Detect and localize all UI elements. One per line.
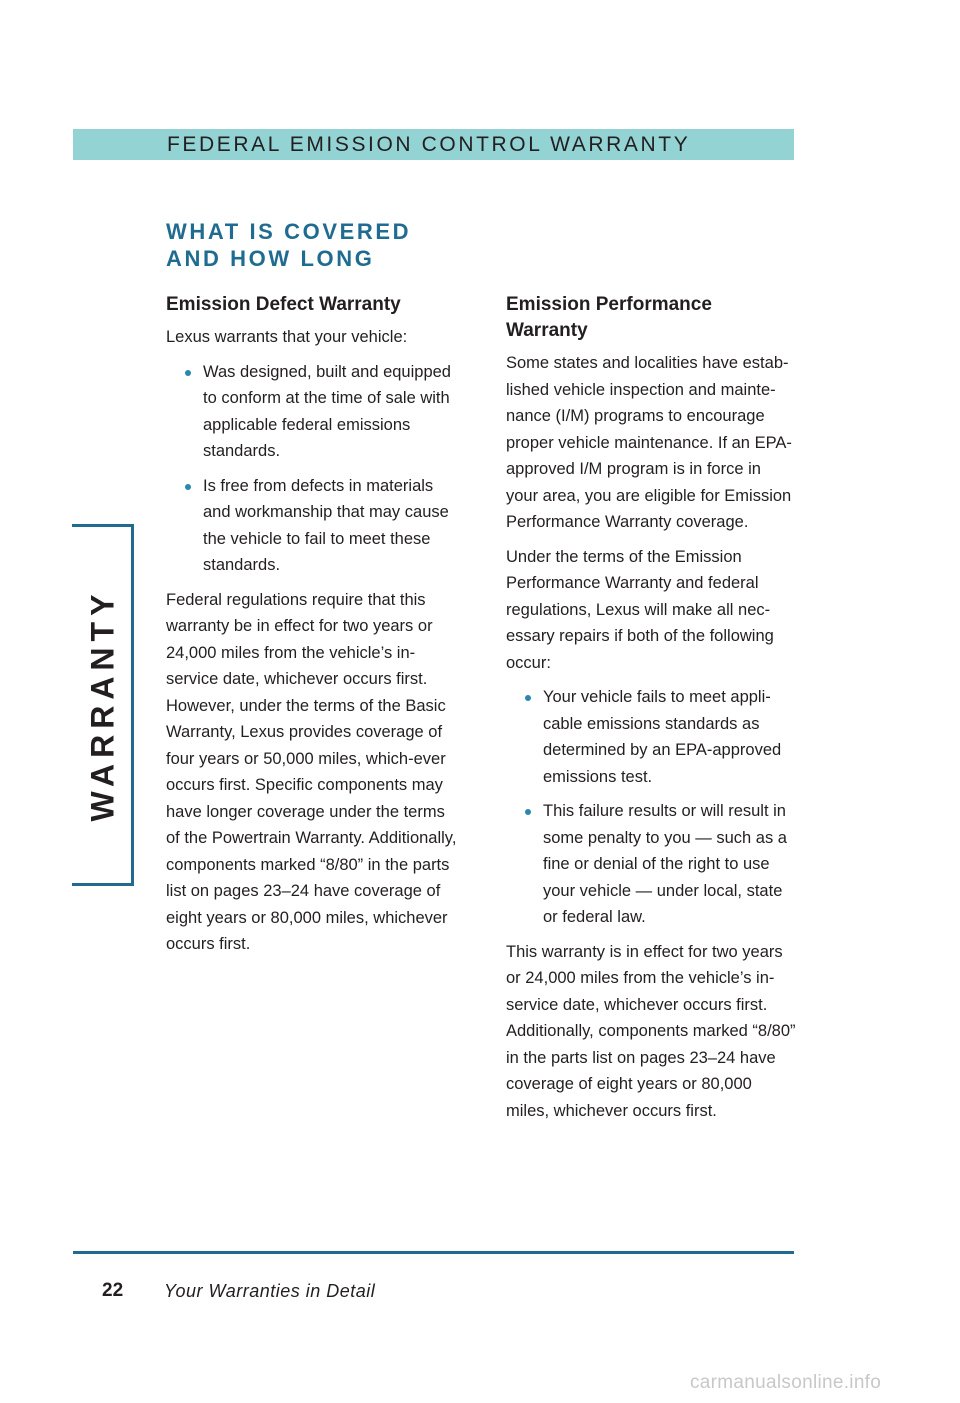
emission-performance-title: Emission Performance Warranty	[506, 294, 712, 341]
right-paragraph-3: This warranty is in effect for two years or 24,000 miles from the vehicle’s in-service date, whichever occurs first. Additionally, components marked “8/80” in the parts list on pages 23–24 have coverage of eight years or 80,000 miles, whichever occurs first.	[506, 942, 796, 1120]
footer-rule	[73, 1251, 794, 1254]
header-title: FEDERAL EMISSION CONTROL WARRANTY	[167, 133, 691, 156]
right-bullet-list	[506, 684, 796, 931]
right-paragraph-2: Under the terms of the Emission Performance Warranty and federal regulations, Lexus will make all nec-essary repairs if both of the following occur:	[506, 547, 774, 672]
list-item-text: This failure results or will result in some penalty to you — such as a fine or denial of the right to use your vehicle — under local, state or federal law.	[543, 802, 787, 926]
left-bullet-list	[166, 359, 458, 579]
section-heading	[166, 218, 411, 272]
footer-title: Your Warranties in Detail	[164, 1281, 376, 1301]
watermark: carmanualsonline.info	[690, 1372, 882, 1393]
bullet-icon	[185, 370, 191, 376]
page-number: 22	[102, 1280, 124, 1301]
emission-defect-title: Emission Defect Warranty	[166, 294, 401, 315]
bullet-icon	[185, 484, 191, 490]
header-band	[73, 129, 794, 160]
side-tab-label: WARRANTY	[84, 588, 121, 822]
list-item	[506, 684, 796, 790]
list-item	[506, 798, 796, 931]
bullet-icon	[525, 695, 531, 701]
left-intro: Lexus warrants that your vehicle:	[166, 328, 408, 346]
section-heading-line2: AND HOW LONG	[166, 246, 375, 271]
right-column	[506, 292, 796, 1132]
list-item	[166, 473, 458, 579]
left-column	[166, 292, 458, 966]
list-item	[166, 359, 458, 465]
list-item-text: Was designed, built and equipped to conform at the time of sale with applicable federal emissions standards.	[203, 362, 451, 460]
left-body: Federal regulations require that this warranty be in effect for two years or 24,000 miles from the vehicle’s in-service date, whichever occurs first. However, under the terms of the Basic Warranty, Lexus provides coverage of four years or 50,000 miles, which-ever occurs first. Specific components may have longer coverage under the terms of the Powertrain Warranty. Additionally, components marked “8/80” in the parts list on pages 23–24 have coverage of eight years or 80,000 miles, whichever occurs first.	[166, 590, 457, 953]
section-heading-line1: WHAT IS COVERED	[166, 219, 412, 244]
list-item-text: Is free from defects in materials and workmanship that may cause the vehicle to fail to meet these standards.	[203, 476, 449, 574]
list-item-text: Your vehicle fails to meet appli-cable emissions standards as determined by an EPA-approved emissions test.	[543, 688, 782, 786]
right-paragraph-1: Some states and localities have estab-lished vehicle inspection and mainte-nance (I/M) programs to encourage proper vehicle maintenance. If an EPA-approved I/M program is in force in your area, you are eligible for Emission Performance Warranty coverage.	[506, 354, 792, 531]
bullet-icon	[525, 809, 531, 815]
